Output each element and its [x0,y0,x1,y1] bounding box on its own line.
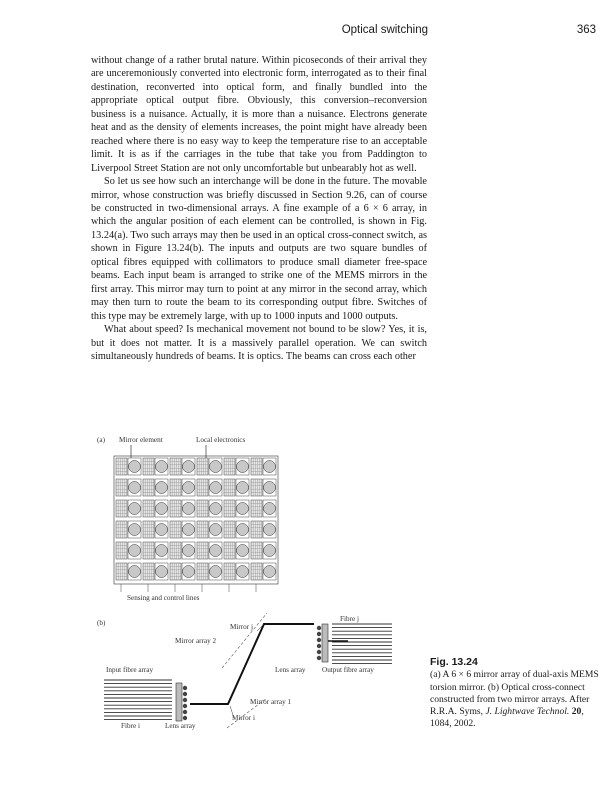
lens-array-left [176,683,187,721]
label-mirror-j: Mirror j [230,623,253,631]
mirror-cell [251,479,276,496]
paragraph: without change of a rather brutal nature. Within picoseconds of their arrival they are unceremoniously converted into electronic form, interrogated as to their final destination, reconverted into optical form, and finally bundled into the appropriate optical output fibre. Obviously, this conversion–reconversion business is a nuisance. Actually, it is more than a nuisance. Electrons generate heat and as the density of elements increases, the point might have already been reached where there is no easy way to keep the temperature rise to an acceptable limit. It is as if the carriages in the tube that take you from Paddington to Liverpool Street Station are not only uncomfortable but unbearably hot as well. [91,55,427,174]
mirror-cell [116,521,141,538]
caption-label: Fig. 13.24 [430,656,478,668]
mirror-cell [170,500,195,517]
mirror-cell [197,458,222,475]
lens-array-right [317,624,328,662]
mirror-cell [197,542,222,559]
label-sensing-control-lines: Sensing and control lines [127,594,200,602]
caption-pages-year: , 1084, 2002. [430,706,584,730]
mirror-cell [224,521,249,538]
mirror-cell [170,479,195,496]
mirror-array-grid [114,456,278,592]
input-fibre-array [104,680,172,720]
label-local-electronics: Local electronics [196,436,246,444]
page-number: 363 [576,24,596,36]
label-lens-array-left: Lens array [165,722,196,730]
label-fibre-j: Fibre j [340,615,359,623]
mirror-cell [143,563,168,580]
mirror-cell [170,458,195,475]
mirror-cell [143,479,168,496]
panel-a-label: (a) [97,436,105,444]
label-mirror-array-2: Mirror array 2 [175,637,217,645]
mirror-cell [251,563,276,580]
mirror-cell [143,542,168,559]
figure-caption [430,656,605,731]
caption-journal: J. Lightwave Technol. [485,706,570,718]
mirror-cell [116,542,141,559]
mirror-cell [251,542,276,559]
label-mirror-i: Mirror i [232,714,255,722]
optical-beam-path [190,624,314,704]
mirror-cell [197,479,222,496]
mirror-cell [116,479,141,496]
mirror-cell [116,500,141,517]
mirror-cell [116,563,141,580]
mirror-cell [224,479,249,496]
mirror-cell [197,521,222,538]
mirror-array-2-plane [222,613,267,668]
mirror-cell [224,458,249,475]
mirror-cell [224,500,249,517]
output-fibre-array [332,624,392,664]
label-mirror-element: Mirror element [119,436,163,444]
mirror-cell [197,500,222,517]
mirror-cell [143,521,168,538]
paragraph: What about speed? Is mechanical movement not bound to be slow? Yes, it is, but it does not matter. It is a massively parallel operation. We can switch simultaneously hundreds of beams. It is optics. The beams can cross each other [91,324,427,362]
mirror-cell [170,542,195,559]
paragraph: So let us see how such an interchange will be done in the future. The movable mirror, whose construction was briefly discussed in Section 9.26, can of course be constructed in two-dimensional arrays. A fine example of a 6 × 6 array, in which the angular position of each element can be controlled, is shown in Fig. 13.24(a). Two such arrays may then be used in an optical cross-connect switch, as shown in Figure 13.24(b). The inputs and outputs are two square bundles of optical fibres equipped with collimators to produce small diameter free-space beams. Each input beam is arranged to strike one of the MEMS mirrors in the first array. This mirror may turn to point at any mirror in the second array, which may then turn to route the beam to its corresponding output fibre. Switches of this type may be extremely large, with up to 1000 inputs and 1000 outputs. [91,176,427,322]
mirror-cell [116,458,141,475]
mirror-cell [170,563,195,580]
mirror-cell [251,521,276,538]
mirror-cell [143,500,168,517]
panel-b-label: (b) [97,619,106,627]
mirror-cell [224,542,249,559]
label-input-fibre-array: Input fibre array [106,666,154,674]
label-lens-array-right: Lens array [275,666,306,674]
body-text [91,54,427,363]
mirror-cell [170,521,195,538]
mirror-cell [197,563,222,580]
mirror-cell [251,500,276,517]
mirror-cell [224,563,249,580]
caption-volume: 20 [571,706,582,718]
label-fibre-i: Fibre i [121,722,140,730]
label-output-fibre-array: Output fibre array [322,666,374,674]
running-title: Optical switching [341,24,428,36]
mirror-cell [251,458,276,475]
label-mirror-array-1: Mirror array 1 [250,698,292,706]
mirror-cell [143,458,168,475]
caption-text: (a) A 6 × 6 mirror array of dual-axis MEMS torsion mirror. (b) Optical cross-connect constructed from two mirror arrays. After R.R.A. Syms, [430,669,599,718]
running-head [90,24,596,40]
